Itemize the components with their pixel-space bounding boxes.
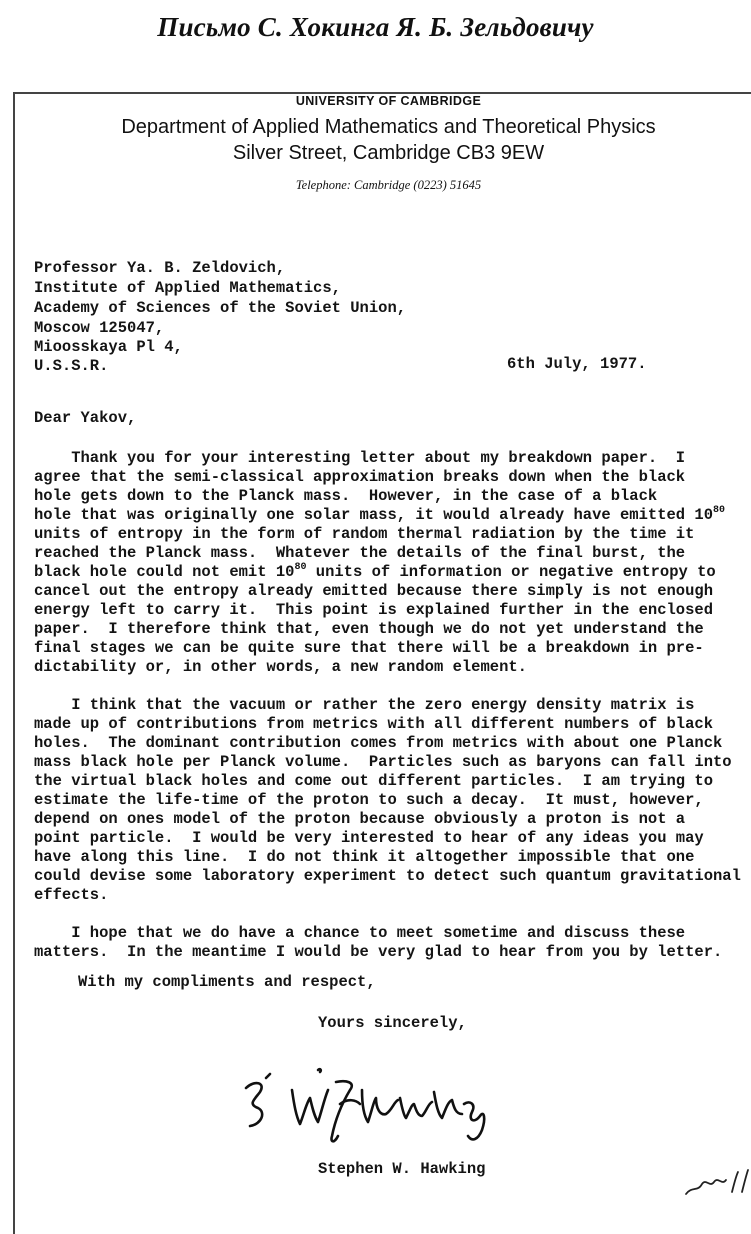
page-caption: Письмо С. Хокинга Я. Б. Зельдовичу [157, 12, 594, 42]
body-line: estimate the life-time of the proton to such a decay. It must, however, [34, 791, 704, 809]
exponent: 80 [294, 562, 307, 573]
recipient-line: Institute of Applied Mathematics, [34, 279, 341, 297]
salutation: Dear Yakov, [34, 409, 137, 427]
body-line: agree that the semi-classical approximation breaks down when the black [34, 468, 686, 486]
body-line: holes. The dominant contribution comes from metrics with about one Planck [34, 734, 723, 752]
recipient-line: Professor Ya. B. Zeldovich, [34, 259, 286, 277]
letterhead-telephone: Telephone: Cambridge (0223) 51645 [295, 178, 482, 192]
body-line: the virtual black holes and come out different particles. I am trying to [34, 772, 714, 790]
body-line: hole gets down to the Planck mass. However, in the case of a black [34, 487, 658, 505]
body-line: depend on ones model of the proton because obviously a proton is not a [34, 810, 686, 828]
body-line: effects. [34, 886, 109, 904]
body-line: dictability or, in other words, a new random element. [34, 658, 527, 676]
exponent: 80 [713, 505, 726, 516]
body-line: I think that the vacuum or rather the zero energy density matrix is [34, 696, 695, 714]
body-line: have along this line. I do not think it altogether impossible that one [34, 848, 695, 866]
body-line: energy left to carry it. This point is explained further in the enclosed [34, 601, 714, 619]
handwriting-fragment-icon [680, 1166, 751, 1200]
body-line: could devise some laboratory experiment to detect such quantum gravitational [34, 867, 741, 885]
body-line: point particle. I would be very interested to hear of any ideas you may [34, 829, 704, 847]
letterhead-department: Department of Applied Mathematics and Theoretical Physics [121, 116, 656, 138]
letterhead-university: UNIVERSITY OF CAMBRIDGE [295, 94, 482, 108]
body-text: units of information or negative entropy to [306, 563, 716, 581]
body-line: Thank you for your interesting letter about my breakdown paper. I [34, 449, 686, 467]
body-line: matters. In the meantime I would be very glad to hear from you by letter. [34, 943, 723, 961]
body-line: reached the Planck mass. Whatever the details of the final burst, the [34, 544, 686, 562]
body-line: cancel out the entropy already emitted because there simply is not enough [34, 582, 714, 600]
recipient-line: Mioosskaya Pl 4, [34, 338, 183, 356]
closing-line: With my compliments and respect, [78, 973, 376, 991]
body-text: hole that was originally one solar mass, it would already have emitted 10 [34, 506, 714, 524]
recipient-line: Moscow 125047, [34, 319, 165, 337]
valediction: Yours sincerely, [318, 1014, 467, 1032]
letterhead-address: Silver Street, Cambridge CB3 9EW [232, 142, 545, 164]
signed-name: Stephen W. Hawking [318, 1160, 486, 1178]
body-line: paper. I therefore think that, even though we do not yet understand the [34, 620, 704, 638]
body-line: mass black hole per Planck volume. Particles such as baryons can fall into [34, 753, 732, 771]
body-line: units of entropy in the form of random thermal radiation by the time it [34, 525, 695, 543]
signature-icon [236, 1060, 496, 1150]
body-line: I hope that we do have a chance to meet sometime and discuss these [34, 924, 686, 942]
body-line: final stages we can be quite sure that there will be a breakdown in pre- [34, 639, 704, 657]
body-text: black hole could not emit 10 [34, 563, 295, 581]
recipient-line: U.S.S.R. [34, 357, 109, 375]
letter-date: 6th July, 1977. [507, 355, 647, 373]
body-line: made up of contributions from metrics with all different numbers of black [34, 715, 714, 733]
recipient-line: Academy of Sciences of the Soviet Union, [34, 299, 407, 317]
